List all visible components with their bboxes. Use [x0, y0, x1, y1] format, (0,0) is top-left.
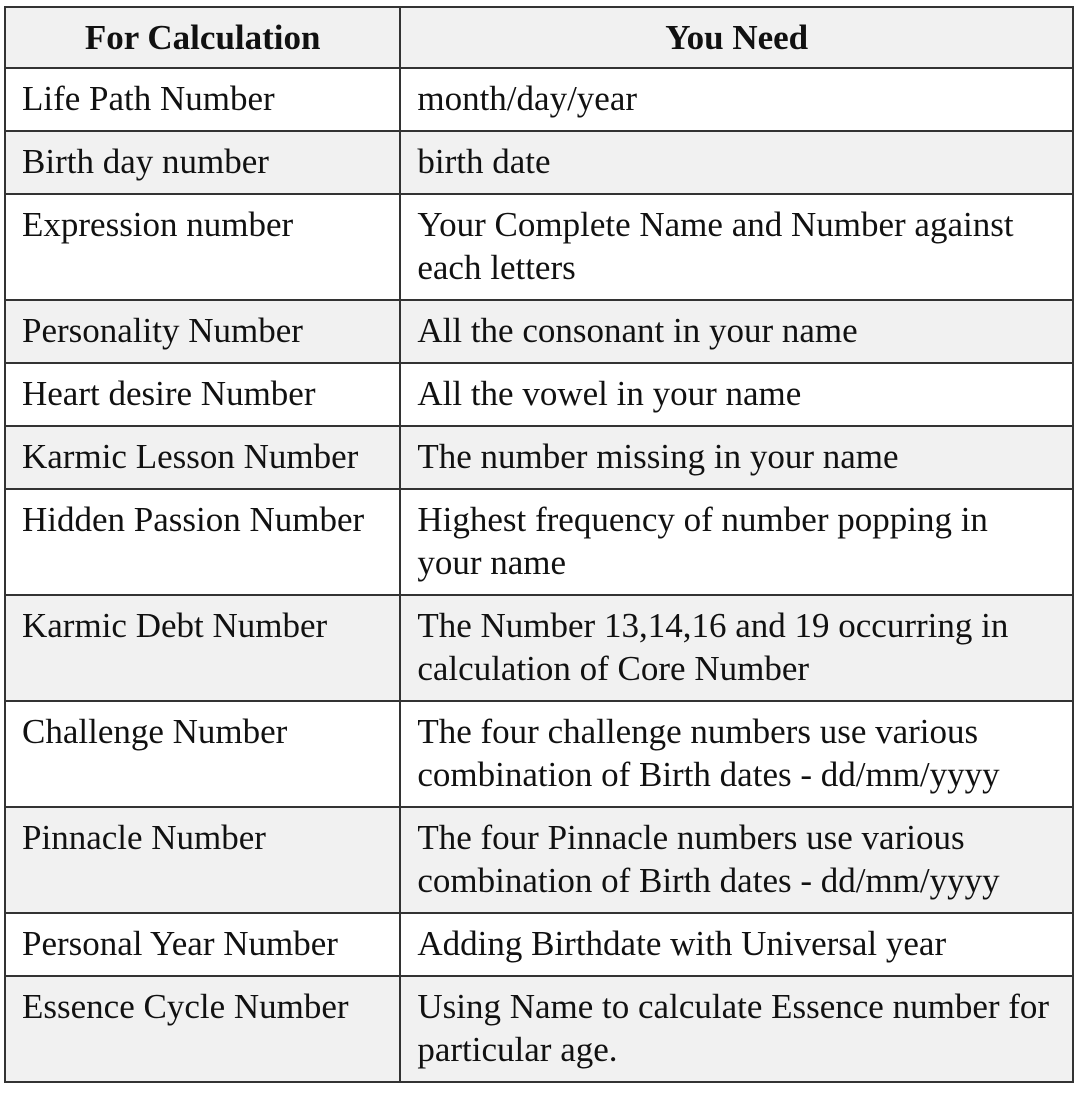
calculation-cell: Heart desire Number — [5, 363, 400, 426]
table-row — [5, 701, 1073, 807]
calculation-cell: Personality Number — [5, 300, 400, 363]
calculation-cell: Essence Cycle Number — [5, 976, 400, 1082]
calculation-cell: Karmic Debt Number — [5, 595, 400, 701]
needed-cell: Your Complete Name and Number against each letters — [400, 194, 1073, 300]
header-you-need: You Need — [400, 7, 1073, 68]
calculation-cell: Birth day number — [5, 131, 400, 194]
needed-cell: The four challenge numbers use various combination of Birth dates - dd/mm/yyyy — [400, 701, 1073, 807]
needed-cell: The four Pinnacle numbers use various combination of Birth dates - dd/mm/yyyy — [400, 807, 1073, 913]
table-row — [5, 595, 1073, 701]
table-row — [5, 913, 1073, 976]
numerology-requirements-table — [4, 6, 1074, 1083]
calculation-cell: Challenge Number — [5, 701, 400, 807]
calculation-cell: Life Path Number — [5, 68, 400, 131]
needed-cell: The Number 13,14,16 and 19 occurring in calculation of Core Number — [400, 595, 1073, 701]
needed-cell: Adding Birthdate with Universal year — [400, 913, 1073, 976]
table-row — [5, 807, 1073, 913]
needed-cell: month/day/year — [400, 68, 1073, 131]
needed-cell: All the vowel in your name — [400, 363, 1073, 426]
calculation-cell: Pinnacle Number — [5, 807, 400, 913]
needed-cell: birth date — [400, 131, 1073, 194]
needed-cell: Using Name to calculate Essence number for particular age. — [400, 976, 1073, 1082]
table-row — [5, 489, 1073, 595]
table-row — [5, 976, 1073, 1082]
table-row — [5, 426, 1073, 489]
table-row — [5, 194, 1073, 300]
calculation-cell: Hidden Passion Number — [5, 489, 400, 595]
table-row — [5, 68, 1073, 131]
table-row — [5, 131, 1073, 194]
table-row — [5, 363, 1073, 426]
needed-cell: All the consonant in your name — [400, 300, 1073, 363]
calculation-cell: Personal Year Number — [5, 913, 400, 976]
calculation-cell: Karmic Lesson Number — [5, 426, 400, 489]
needed-cell: The number missing in your name — [400, 426, 1073, 489]
header-for-calculation: For Calculation — [5, 7, 400, 68]
calculation-cell: Expression number — [5, 194, 400, 300]
table-row — [5, 300, 1073, 363]
needed-cell: Highest frequency of number popping in your name — [400, 489, 1073, 595]
table-header-row — [5, 7, 1073, 68]
